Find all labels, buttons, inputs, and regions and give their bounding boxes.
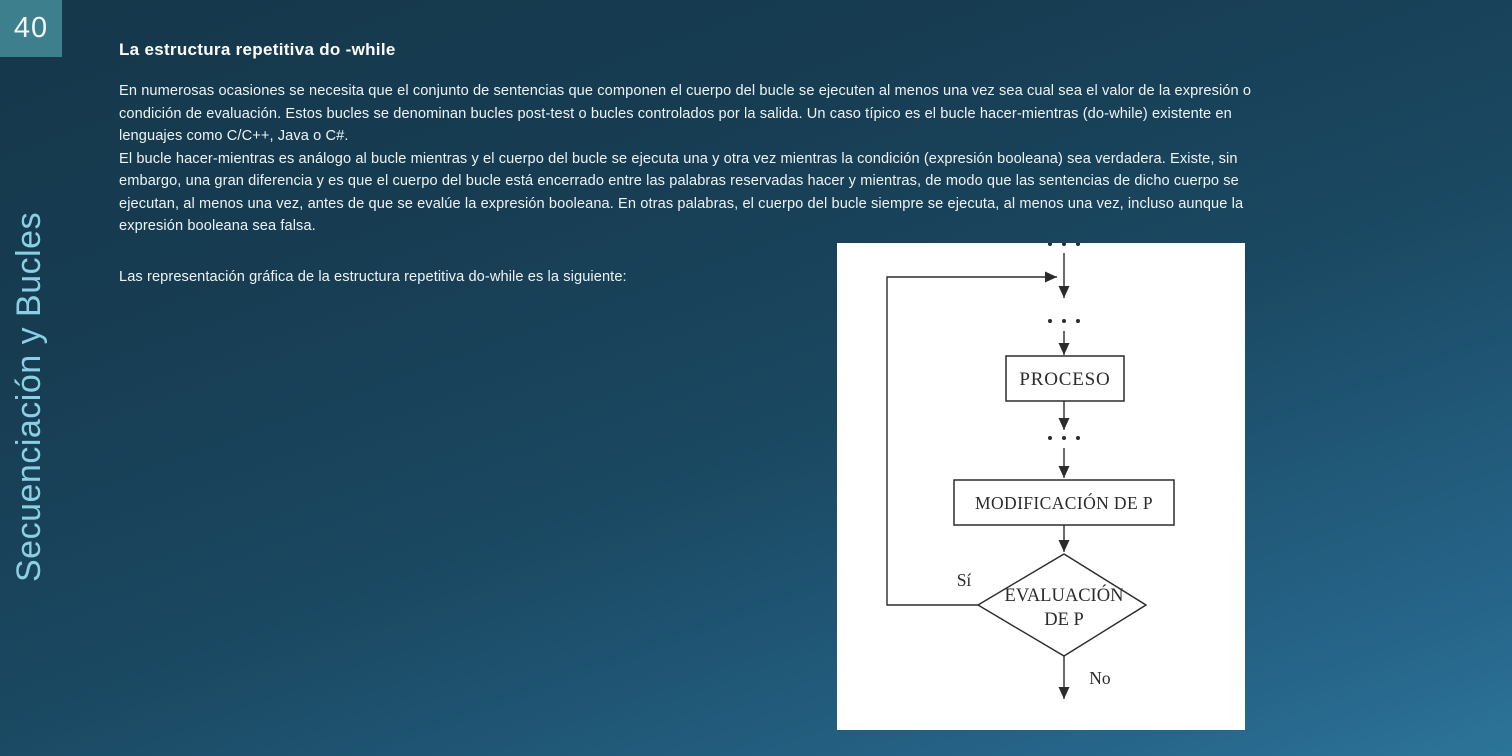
ellipsis-dots-lower [1048,436,1080,440]
do-while-flowchart [837,243,1245,730]
flow-loopback-line [887,277,1057,605]
yes-branch-label: Sí [956,570,972,590]
process-label: PROCESO [1019,369,1111,390]
paragraph-line: ejecutan, al menos una vez, antes de que se evalúe la expresión booleana. En otras palabras, el cuerpo del bucle siempre se ejecuta, al menos una vez, incluso aunque la [119,195,1244,212]
evaluation-label-line1: EVALUACIÓN [1004,586,1124,606]
ellipsis-dots-top [1048,243,1080,246]
ellipsis-dots-upper [1048,319,1080,323]
paragraph-line: El bucle hacer-mientras es análogo al bucle mientras y el cuerpo del bucle se ejecuta una y otra vez mientras la condición (expresión booleana) sea verdadera. Existe, sin [119,150,1238,167]
modification-label: MODIFICACIÓN DE P [975,493,1153,513]
paragraph-line: En numerosas ocasiones se necesita que el conjunto de sentencias que componen el cuerpo del bucle se ejecuten al menos una vez sea cual sea el valor de la expresión o [119,83,1252,99]
evaluation-label-line2: DE P [1044,610,1084,630]
diagram-caption: Las representación gráfica de la estructura repetitiva do-while es la siguiente: [119,268,627,285]
page-number: 40 [13,12,49,44]
no-branch-label: No [1089,668,1111,688]
paragraph-line: condición de evaluación. Estos bucles se denominan bucles post-test o bucles controlados por la salida. Un caso típico es el bucle hacer-mientras (do-while) existente en [119,105,1232,122]
paragraph-line: embargo, una gran diferencia y es que el cuerpo del bucle está encerrado entre las palabras reservadas hacer y mientras, de modo que las sentencias de dicho cuerpo se [119,173,1239,189]
body-paragraphs [119,80,1429,238]
paragraph-line: expresión booleana sea falsa. [119,218,316,234]
slide-title: La estructura repetitiva do -while [119,40,396,59]
paragraph-line: lenguajes como C/C++, Java o C#. [119,128,349,144]
sidebar-section-title: Secuenciación y Bucles [10,211,48,582]
flowchart-panel [837,243,1245,730]
page-number-badge [0,0,62,57]
